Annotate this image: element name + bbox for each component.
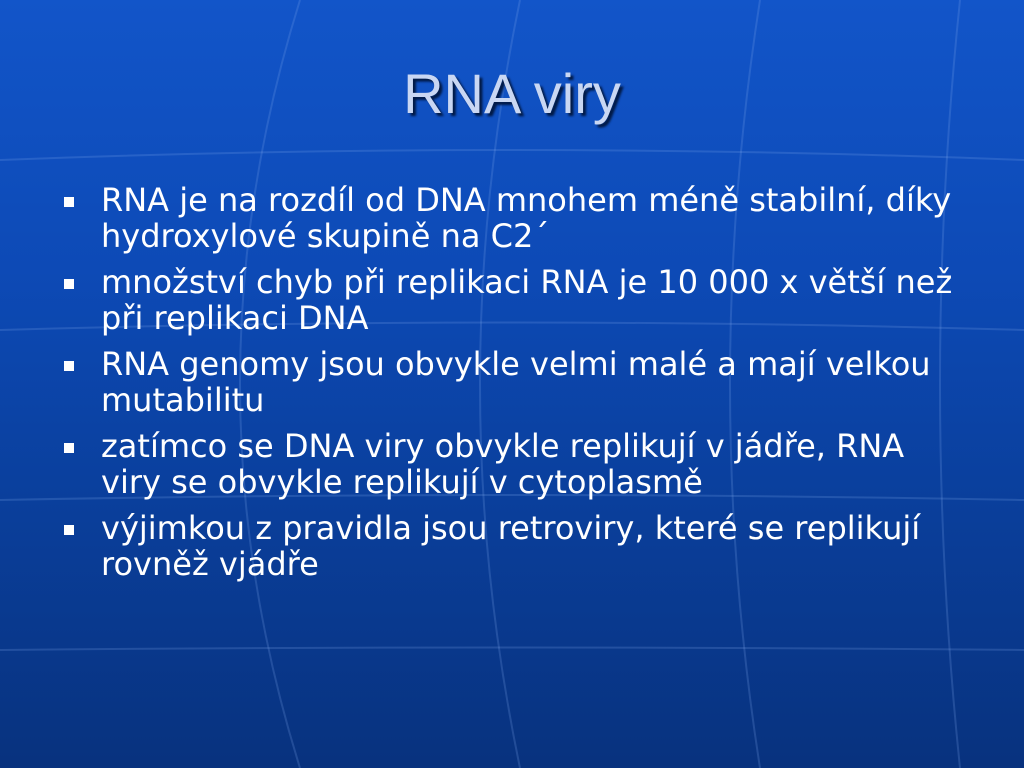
square-bullet-icon: [64, 279, 74, 289]
bullet-text: množství chyb při replikaci RNA je 10 000 x větší než při replikaci DNA: [101, 263, 953, 337]
bullet-text: RNA genomy jsou obvykle velmi malé a mají velkou mutabilitu: [101, 345, 931, 419]
bullet-list: [62, 182, 962, 592]
bullet-text: RNA je na rozdíl od DNA mnohem méně stabilní, díky hydroxylové skupině na C2´: [101, 181, 952, 255]
bullet-text: výjimkou z pravidla jsou retroviry, které se replikují rovněž vjádře: [101, 509, 921, 583]
bullet-item: [62, 510, 962, 582]
bullet-item: [62, 428, 962, 500]
square-bullet-icon: [64, 361, 74, 371]
bullet-item: [62, 264, 962, 336]
bullet-item: [62, 346, 962, 418]
square-bullet-icon: [64, 443, 74, 453]
bullet-text: zatímco se DNA viry obvykle replikují v jádře, RNA viry se obvykle replikují v cytoplasmě: [101, 427, 905, 501]
square-bullet-icon: [64, 197, 74, 207]
bullet-item: [62, 182, 962, 254]
square-bullet-icon: [64, 525, 74, 535]
slide-title: RNA viry: [403, 62, 621, 125]
